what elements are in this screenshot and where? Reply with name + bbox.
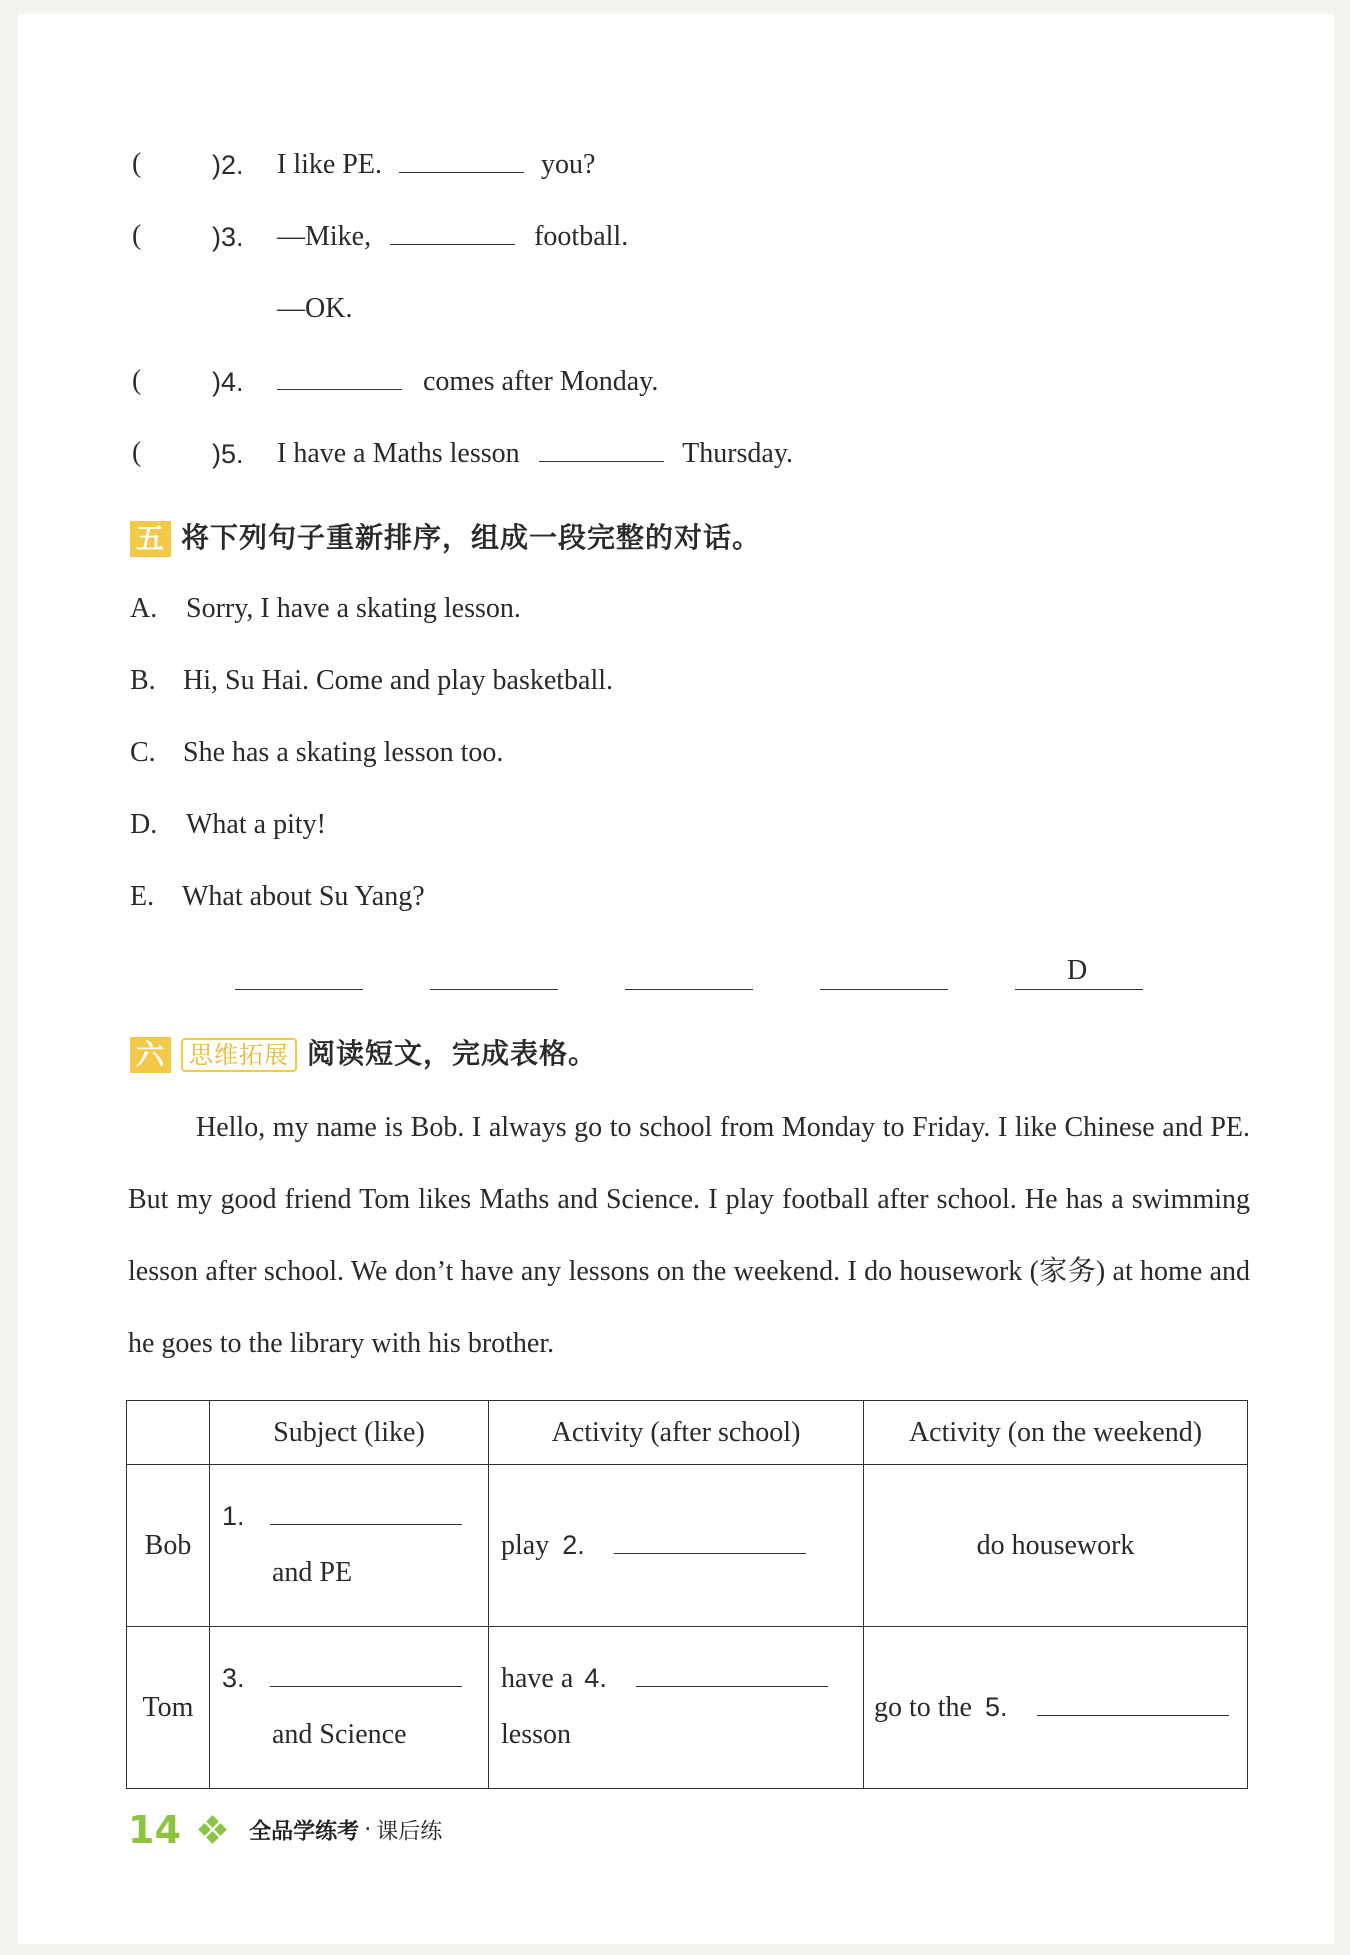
section-5-heading xyxy=(130,516,761,557)
diamond-cluster-icon xyxy=(200,1817,226,1843)
item-text-before: I like PE. xyxy=(277,149,382,180)
table-row xyxy=(127,1465,1248,1627)
answer-paren: ( xyxy=(132,148,142,179)
item-number: )3. xyxy=(212,222,244,252)
item-text-before: —Mike, xyxy=(277,221,372,252)
activity-suffix: lesson xyxy=(501,1719,571,1750)
reading-passage: Hello, my name is Bob. I always go to school from Monday to Friday. I like Chinese and PE. But my good friend Tom likes Maths and Science. I play football after school. He has a swimming lesson after school. We don’t have any lessons on the weekend. I do housework (家务) at home and he goes to the library with his brother. xyxy=(128,1112,1250,1359)
option-text: What about Su Yang? xyxy=(182,881,425,912)
answer-paren: ( xyxy=(132,220,142,251)
blank-number: 4. xyxy=(584,1663,607,1693)
item-text-after: Thursday. xyxy=(682,438,794,469)
dialogue-reply: —OK. xyxy=(277,293,353,324)
activity-prefix: play xyxy=(501,1529,550,1561)
info-table xyxy=(126,1400,1248,1789)
order-blank-1[interactable] xyxy=(235,988,363,990)
answer-blank[interactable] xyxy=(390,243,515,245)
brand-subtitle: 课后练 xyxy=(376,1819,443,1845)
activity-cell xyxy=(489,1627,864,1789)
item-text-before: I have a Maths lesson xyxy=(277,438,520,469)
subject-cell xyxy=(210,1627,489,1789)
brand-name: 全品学练考 xyxy=(249,1819,360,1845)
order-blank-3[interactable] xyxy=(625,988,753,990)
option-letter: B. xyxy=(130,665,156,696)
option-letter: E. xyxy=(130,881,155,912)
table-header: Subject (like) xyxy=(210,1401,489,1465)
section-instruction: 将下列句子重新排序，组成一段完整的对话。 xyxy=(181,521,762,554)
thinking-extension-tag: 思维拓展 xyxy=(181,1038,297,1072)
page-footer xyxy=(128,1808,442,1852)
blank-number: 3. xyxy=(222,1663,245,1693)
answer-blank[interactable] xyxy=(399,171,524,173)
item-text-after: comes after Monday. xyxy=(423,366,659,397)
item-text-after: football. xyxy=(534,221,629,252)
section-number-badge: 五 xyxy=(130,521,171,557)
item-number: )4. xyxy=(212,367,244,397)
item-text-after: you? xyxy=(541,149,596,180)
section-instruction: 阅读短文，完成表格。 xyxy=(307,1037,598,1070)
option-text: Sorry, I have a skating lesson. xyxy=(186,593,521,624)
option-letter: A. xyxy=(130,593,158,624)
answer-blank[interactable] xyxy=(539,460,664,462)
weekend-cell xyxy=(864,1627,1248,1789)
weekend-prefix: go to the xyxy=(874,1691,972,1723)
row-name: Tom xyxy=(127,1627,210,1789)
order-blank-5[interactable] xyxy=(1015,988,1143,990)
subject-after: and PE xyxy=(272,1557,353,1588)
answer-blank[interactable] xyxy=(636,1685,828,1687)
subject-after: and Science xyxy=(272,1719,407,1750)
answer-blank[interactable] xyxy=(270,1685,462,1687)
table-corner-cell xyxy=(127,1401,210,1465)
answer-blank[interactable] xyxy=(277,388,402,390)
item-number: )5. xyxy=(212,439,244,469)
section-6-heading xyxy=(130,1032,597,1073)
option-letter: D. xyxy=(130,809,158,840)
answer-paren: ( xyxy=(132,437,142,468)
section-number-badge: 六 xyxy=(130,1037,171,1073)
row-name: Bob xyxy=(127,1465,210,1627)
table-header: Activity (on the weekend) xyxy=(864,1401,1248,1465)
option-text: What a pity! xyxy=(186,809,326,840)
option-text: Hi, Su Hai. Come and play basketball. xyxy=(183,665,614,696)
blank-number: 1. xyxy=(222,1501,245,1531)
brand-separator: · xyxy=(364,1817,372,1843)
answer-blank[interactable] xyxy=(270,1523,462,1525)
weekend-cell: do housework xyxy=(864,1465,1248,1627)
activity-prefix: have a xyxy=(501,1663,574,1694)
answer-blank[interactable] xyxy=(1037,1714,1229,1716)
order-blank-4[interactable] xyxy=(820,988,948,990)
page-number: 14 xyxy=(128,1808,181,1852)
option-text: She has a skating lesson too. xyxy=(183,737,504,768)
answer-blank[interactable] xyxy=(614,1552,806,1554)
option-letter: C. xyxy=(130,737,156,768)
blank-number: 2. xyxy=(562,1529,585,1560)
item-number: )2. xyxy=(212,150,244,180)
table-header: Activity (after school) xyxy=(489,1401,864,1465)
table-row xyxy=(127,1627,1248,1789)
subject-cell xyxy=(210,1465,489,1627)
answer-paren: ( xyxy=(132,365,142,396)
order-blank-2[interactable] xyxy=(430,988,558,990)
order-answer-filled: D xyxy=(1067,955,1088,986)
activity-cell xyxy=(489,1465,864,1627)
blank-number: 5. xyxy=(985,1691,1008,1722)
table-header-row xyxy=(127,1401,1248,1465)
